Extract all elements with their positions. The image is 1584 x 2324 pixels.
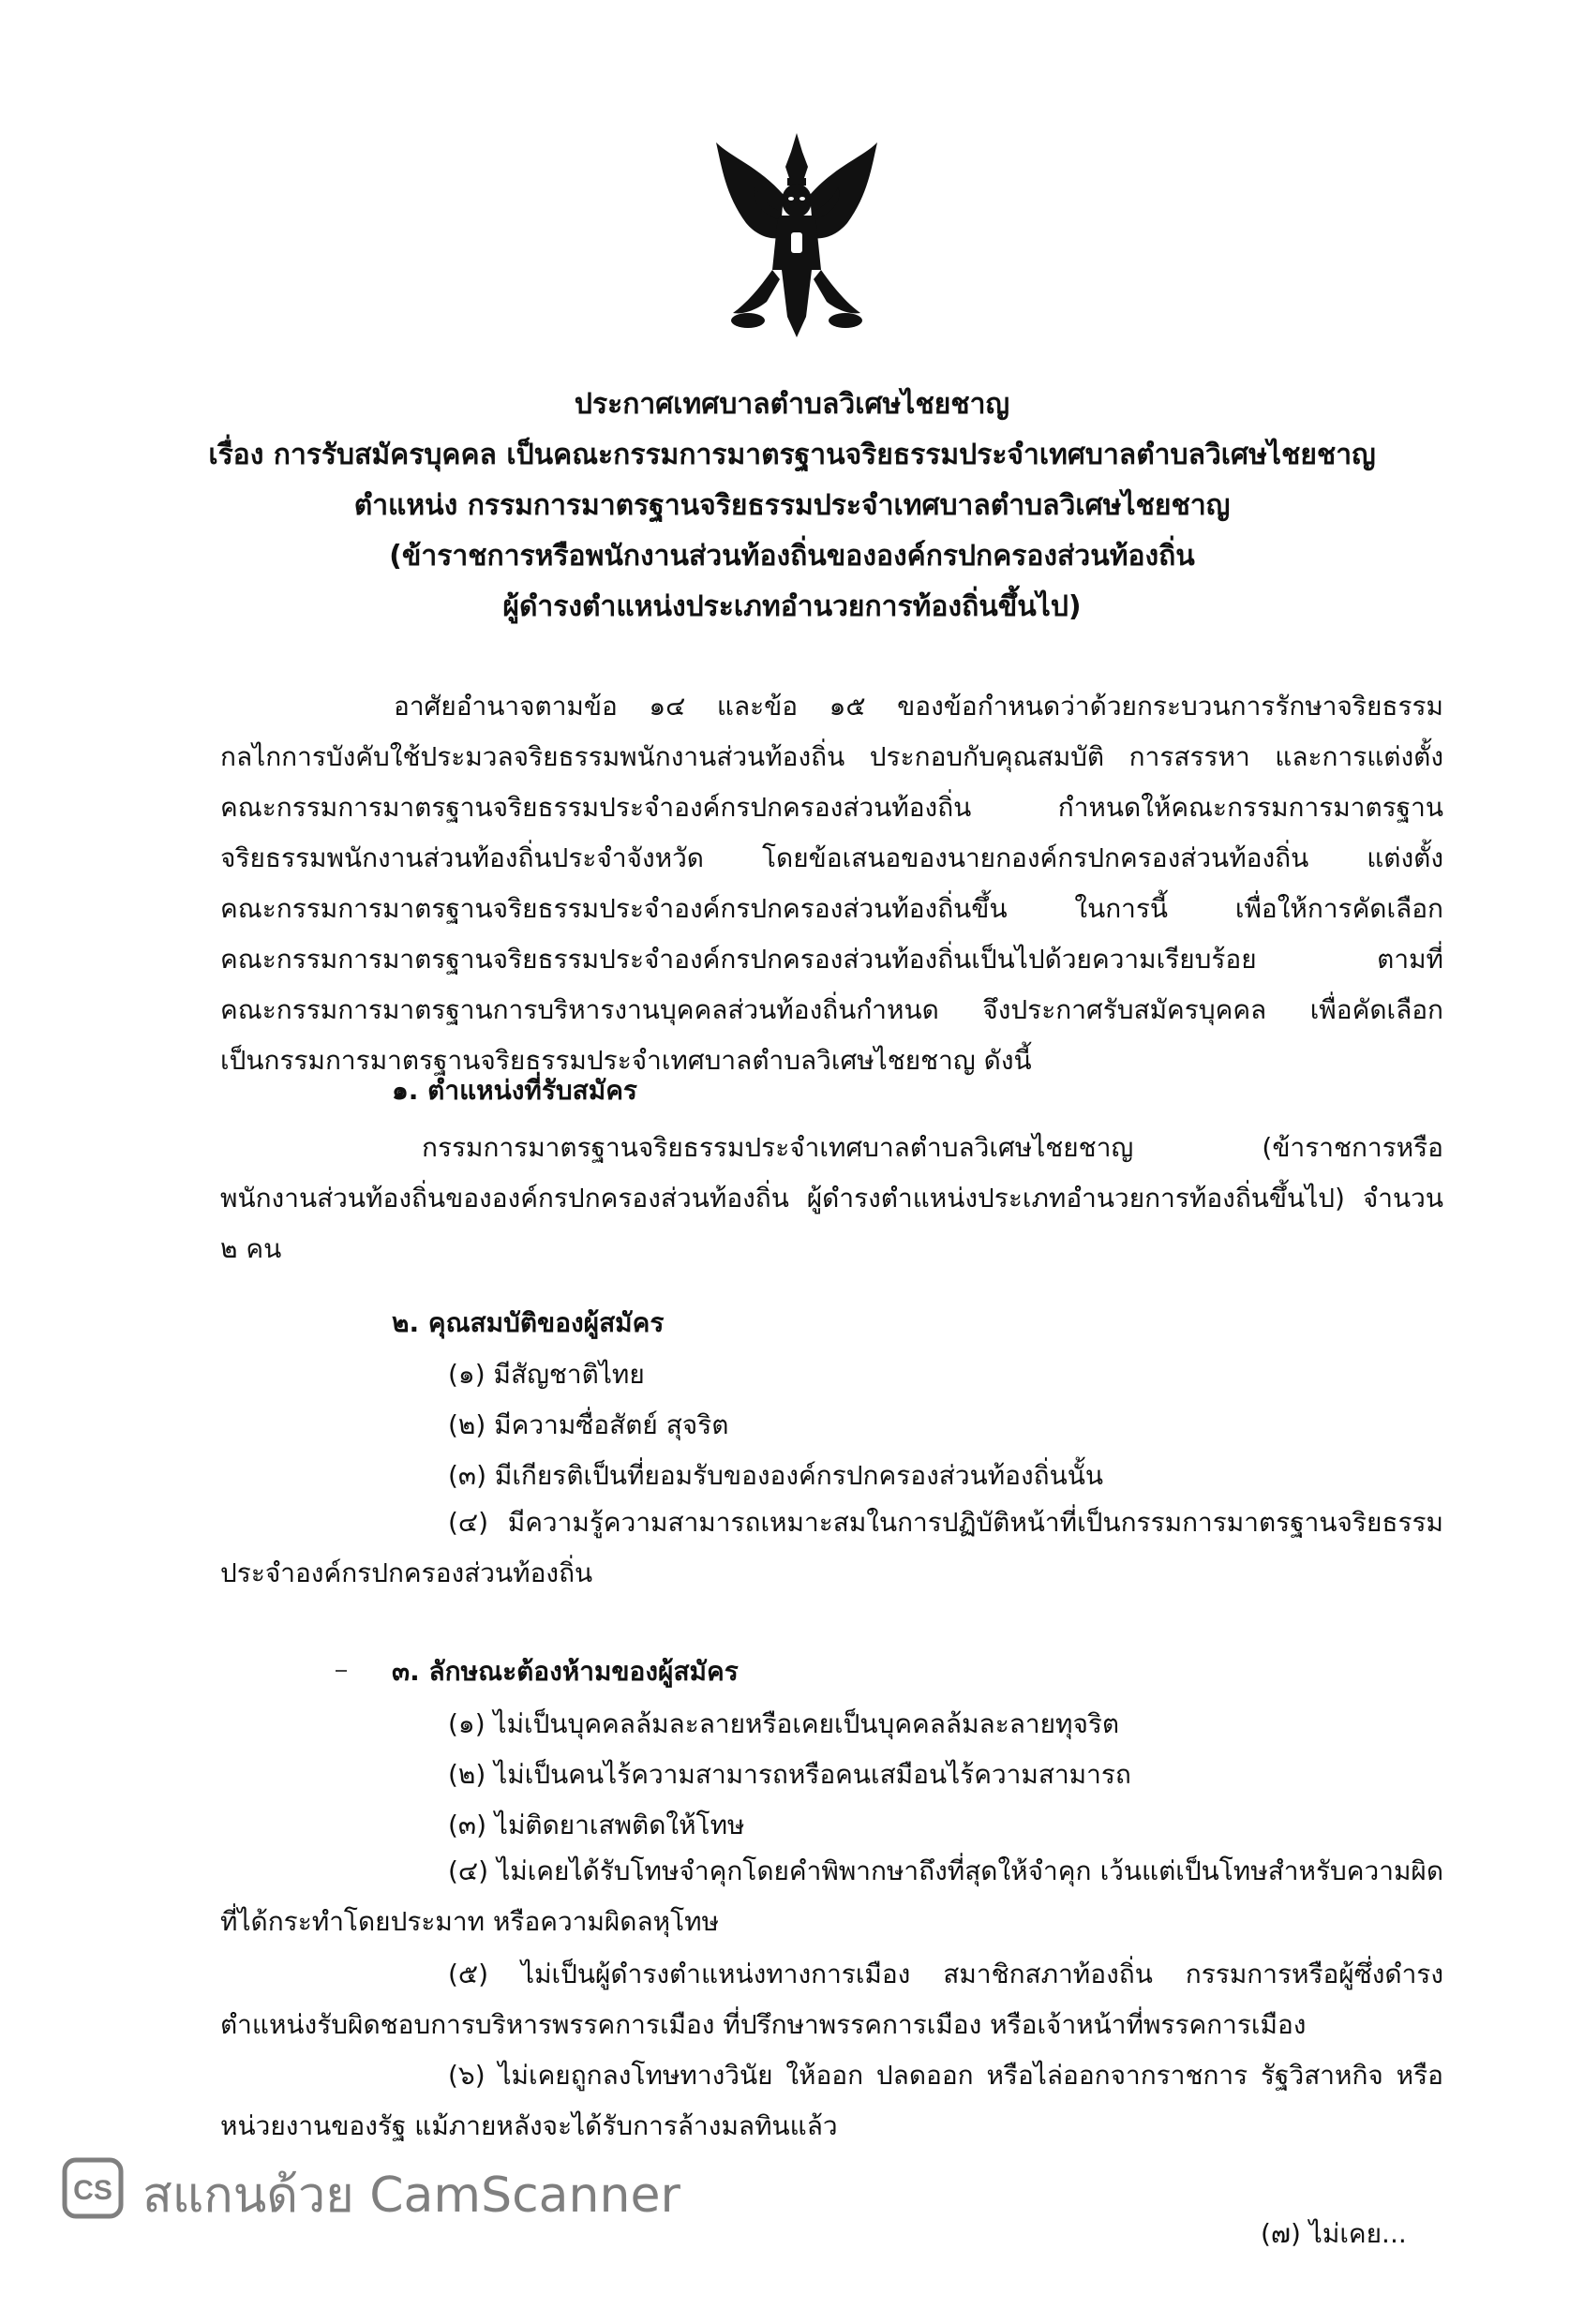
section3-item5 <box>220 1949 1443 2050</box>
announcement-header <box>0 380 1584 633</box>
announcement-subject: เรื่อง การรับสมัครบุคคล เป็นคณะกรรมการมาตรฐานจริยธรรมประจำเทศบาลตำบลวิเศษไชยชาญ <box>208 439 1376 471</box>
camscanner-logo-icon <box>62 2157 124 2219</box>
position-detail-line1: (ข้าราชการหรือพนักงานส่วนท้องถิ่นขององค์กรปกครองส่วนท้องถิ่น <box>389 540 1195 573</box>
intro-line: จริยธรรมพนักงานส่วนท้องถิ่นประจำจังหวัด โดยข้อเสนอของนายกองค์กรปกครองส่วนท้องถิ่น แต่งตั้ง <box>220 842 1443 873</box>
section1-body <box>220 1123 1443 1274</box>
intro-line: คณะกรรมการมาตรฐานจริยธรรมประจำองค์กรปกครองส่วนท้องถิ่นเป็นไปด้วยความเรียบร้อย ตามที่ <box>220 944 1443 975</box>
page-continuation: (๗) ไม่เคย... <box>1261 2218 1407 2249</box>
section2-heading: ๒. คุณสมบัติของผู้สมัคร <box>392 1307 665 1338</box>
section2-item: (๑) มีสัญชาติไทย <box>448 1359 645 1390</box>
section2-item: (๓) มีเกียรติเป็นที่ยอมรับขององค์กรปกครองส่วนท้องถิ่นนั้น <box>448 1460 1104 1491</box>
section3-item: (๒) ไม่เป็นคนไร้ความสามารถหรือคนเสมือนไร้ความสามารถ <box>448 1759 1131 1790</box>
intro-line: คณะกรรมการมาตรฐานจริยธรรมประจำองค์กรปกครองส่วนท้องถิ่น กำหนดให้คณะกรรมการมาตรฐาน <box>220 792 1443 823</box>
section3-item6 <box>220 2050 1443 2152</box>
section3-heading: ๓. ลักษณะต้องห้ามของผู้สมัคร <box>392 1656 739 1687</box>
camscanner-watermark-text: สแกนด้วย CamScanner <box>142 2168 680 2224</box>
section1-line: กรรมการมาตรฐานจริยธรรมประจำเทศบาลตำบลวิเศษไชยชาญ (ข้าราชการหรือ <box>422 1132 1443 1163</box>
section3-item: หน่วยงานของรัฐ แม้ภายหลังจะได้รับการล้างมลทินแล้ว <box>220 2110 838 2141</box>
section3-item: ตำแหน่งรับผิดชอบการบริหารพรรคการเมือง ที่ปรึกษาพรรคการเมือง หรือเจ้าหน้าที่พรรคการเมือง <box>220 2009 1307 2040</box>
section3-item: ที่ได้กระทำโดยประมาท หรือความผิดลหุโทษ <box>220 1906 720 1937</box>
intro-paragraph <box>220 681 1443 1086</box>
section3-item4 <box>220 1846 1443 1947</box>
section3-item: (๕) ไม่เป็นผู้ดำรงตำแหน่งทางการเมือง สมาชิกสภาท้องถิ่น กรรมการหรือผู้ซึ่งดำรง <box>448 1959 1443 1989</box>
camscanner-logo-text: CS <box>73 2175 112 2206</box>
section3-item: (๓) ไม่ติดยาเสพติดให้โทษ <box>448 1810 745 1840</box>
announcement-title: ประกาศเทศบาลตำบลวิเศษไชยชาญ <box>574 388 1010 421</box>
position-detail-line2: ผู้ดำรงตำแหน่งประเภทอำนวยการท้องถิ่นขึ้นไป) <box>502 590 1082 623</box>
intro-line: อาศัยอำนาจตามข้อ ๑๔ และข้อ ๑๕ ของข้อกำหนดว่าด้วยกระบวนการรักษาจริยธรรม <box>394 691 1443 722</box>
intro-line: กลไกการบังคับใช้ประมวลจริยธรรมพนักงานส่วนท้องถิ่น ประกอบกับคุณสมบัติ การสรรหา และการแต่งตั้ง <box>220 741 1443 772</box>
section2-item: (๒) มีความซื่อสัตย์ สุจริต <box>448 1409 729 1440</box>
section3-item: (๑) ไม่เป็นบุคคลล้มละลายหรือเคยเป็นบุคคลล้มละลายทุจริต <box>448 1708 1120 1739</box>
section1-heading: ๑. ตำแหน่งที่รับสมัคร <box>392 1075 637 1106</box>
section3-item: (๔) ไม่เคยได้รับโทษจำคุกโดยคำพิพากษาถึงที่สุดให้จำคุก เว้นแต่เป็นโทษสำหรับความผิด <box>448 1855 1443 1886</box>
section1-line: ๒ คน <box>220 1233 282 1264</box>
garuda-emblem-icon <box>712 129 881 347</box>
intro-line: คณะกรรมการมาตรฐานการบริหารงานบุคคลส่วนท้องถิ่นกำหนด จึงประกาศรับสมัครบุคคล เพื่อคัดเลือก <box>220 994 1443 1025</box>
section3-item: (๖) ไม่เคยถูกลงโทษทางวินัย ให้ออก ปลดออก หรือไล่ออกจากราชการ รัฐวิสาหกิจ หรือ <box>448 2060 1443 2091</box>
section2-item4 <box>220 1497 1443 1599</box>
intro-line: เป็นกรรมการมาตรฐานจริยธรรมประจำเทศบาลตำบลวิเศษไชยชาญ ดังนี้ <box>220 1045 1032 1076</box>
section2-item: (๔) มีความรู้ความสามารถเหมาะสมในการปฏิบัติหน้าที่เป็นกรรมการมาตรฐานจริยธรรม <box>448 1507 1443 1538</box>
intro-line: คณะกรรมการมาตรฐานจริยธรรมประจำองค์กรปกครองส่วนท้องถิ่นขึ้น ในการนี้ เพื่อให้การคัดเลือก <box>220 893 1443 924</box>
section2-item: ประจำองค์กรปกครองส่วนท้องถิ่น <box>220 1557 593 1588</box>
stray-mark <box>336 1670 347 1672</box>
section1-line: พนักงานส่วนท้องถิ่นขององค์กรปกครองส่วนท้องถิ่น ผู้ดำรงตำแหน่งประเภทอำนวยการท้องถิ่นขึ้นไป) จำนวน <box>220 1183 1443 1214</box>
position-title: ตำแหน่ง กรรมการมาตรฐานจริยธรรมประจำเทศบาลตำบลวิเศษไชยชาญ <box>353 489 1231 522</box>
